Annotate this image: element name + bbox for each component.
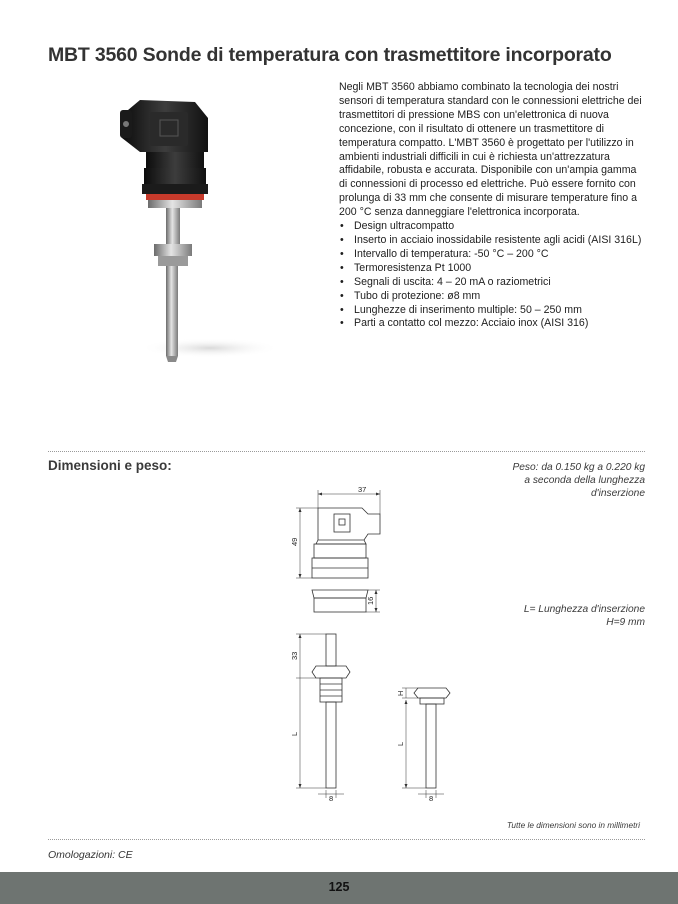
footer-bar: [0, 872, 678, 904]
feature-item: • Lunghezze di inserimento multiple: 50 – 250 mm: [339, 304, 645, 318]
dimensions-heading: Dimensioni e peso:: [48, 458, 172, 473]
feature-item: • Intervallo di temperatura: -50 °C – 200 °C: [339, 248, 645, 262]
dim-label-tube-right: 8: [429, 794, 434, 803]
dim-label-length-left: L: [290, 731, 299, 736]
feature-list: [339, 220, 645, 331]
section-divider: [48, 451, 645, 452]
dim-label-49: 49: [290, 537, 299, 546]
length-note-line: L= Lunghezza d'inserzione: [523, 604, 645, 615]
approvals-text: Omologazioni: CE: [48, 849, 133, 861]
dimension-drawing: [280, 478, 480, 808]
dim-label-16: 16: [366, 596, 375, 605]
dim-label-hex-height: H: [396, 690, 405, 696]
intro-paragraph: Negli MBT 3560 abbiamo combinato la tecnologia dei nostri sensori di temperatura standard con le connessioni elettriche dei trasmettitori di pressione MBS con un'elettronica di nuova concezione, con il risultato di ottenere un trasmettitore di temperatura compatto. L'MBT 3560 è progettato per l'utilizzo in ambienti industriali difficili in cui è richiesta un'attrezzatura affidabile, robusta e accurata. Disponibile con un'ampia gamma di connessioni di processo ed elettriche. Può essere fornito con prolunga di 33 mm che consente di misurare temperature fino a 200 °C senza danneggiare l'elettronica incorporata.: [339, 81, 642, 219]
feature-item: • Tubo di protezione: ø8 mm: [339, 290, 645, 304]
feature-item: • Segnali di uscita: 4 – 20 mA o raziometrici: [339, 276, 645, 290]
length-note: [405, 603, 645, 629]
feature-item: • Termoresistenza Pt 1000: [339, 262, 645, 276]
weight-note-line: Peso: da 0.150 kg a 0.220 kg: [512, 462, 645, 473]
feature-item: • Inserto in acciaio inossidabile resistente agli acidi (AISI 316L): [339, 234, 645, 248]
page-title: MBT 3560 Sonde di temperatura con trasmettitore incorporato: [48, 44, 612, 66]
dim-label-tube-left: 8: [329, 794, 334, 803]
length-note-line: H=9 mm: [606, 617, 645, 628]
product-photo: [100, 90, 300, 380]
feature-item: • Design ultracompatto: [339, 220, 645, 234]
feature-item: • Parti a contatto col mezzo: Acciaio inox (AISI 316): [339, 317, 645, 331]
units-note: Tutte le dimensioni sono in millimetri: [506, 820, 640, 830]
section-divider: [48, 839, 645, 840]
dim-label-length-right: L: [396, 741, 405, 746]
dim-label-33: 33: [290, 651, 299, 660]
product-description: [339, 81, 645, 331]
weight-note-line: d'inserzione: [590, 488, 645, 499]
weight-note-line: a seconda della lunghezza: [524, 475, 645, 486]
page-number: 125: [328, 880, 350, 894]
dim-label-37: 37: [358, 485, 367, 494]
